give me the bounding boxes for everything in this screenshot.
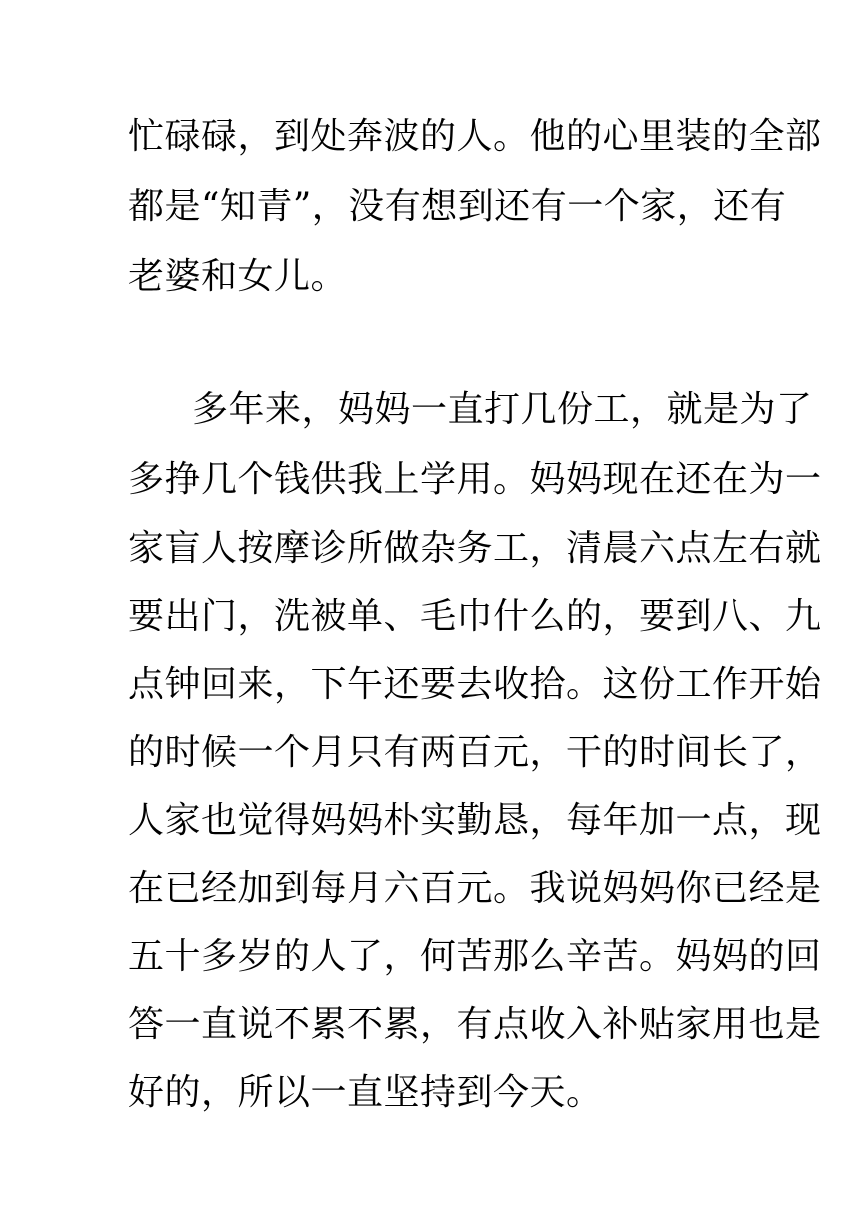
text-line: 多挣几个钱供我上学用。妈妈现在还在为一 <box>128 459 822 500</box>
text-line: 忙碌碌，到处奔波的人。他的心里装的全部 <box>128 116 822 157</box>
text-line: 人家也觉得妈妈朴实勤恳，每年加一点，现 <box>128 800 822 841</box>
text-line: 答一直说不累不累，有点收入补贴家用也是 <box>128 1004 822 1045</box>
text-line: 的时候一个月只有两百元，干的时间长了， <box>128 732 822 773</box>
text-line: 要出门，洗被单、毛巾什么的，要到八、九 <box>128 596 822 637</box>
text-line: 五十多岁的人了，何苦那么辛苦。妈妈的回 <box>128 936 822 977</box>
text-line: 多年来，妈妈一直打几份工，就是为了 <box>192 389 813 430</box>
text-line: 老婆和女儿。 <box>128 256 348 297</box>
text-line: 点钟回来，下午还要去收拾。这份工作开始 <box>128 664 822 705</box>
text-line: 在已经加到每月六百元。我说妈妈你已经是 <box>128 868 822 909</box>
text-line: 都是“知青”，没有想到还有一个家，还有 <box>128 186 787 227</box>
text-line: 家盲人按摩诊所做杂务工，清晨六点左右就 <box>128 528 822 569</box>
text-line: 好的，所以一直坚持到今天。 <box>128 1072 603 1113</box>
